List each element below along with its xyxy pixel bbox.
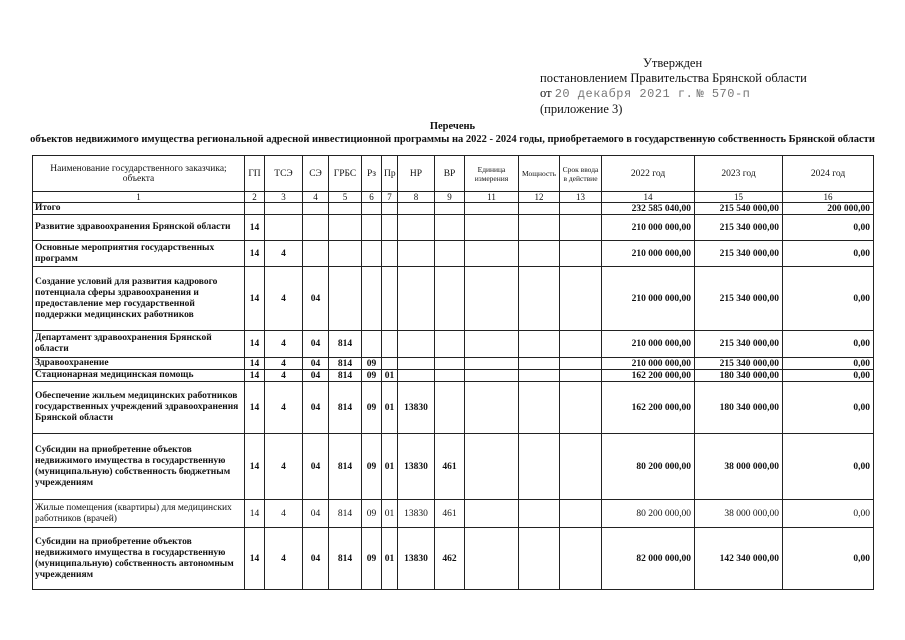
cell-pr: 01 <box>382 500 398 528</box>
column-number-row <box>33 192 874 203</box>
cell-vr <box>435 203 465 215</box>
row-name: Департамент здравоохранения Брянской области <box>33 331 245 358</box>
document-title <box>0 120 905 146</box>
cell-tse: 4 <box>265 267 303 331</box>
cell-grbs: 814 <box>329 434 362 500</box>
approval-date-prefix: от <box>540 86 552 100</box>
cell-vr <box>435 358 465 370</box>
cell-vr <box>435 267 465 331</box>
cell-pr: 01 <box>382 528 398 590</box>
cell-pr <box>382 331 398 358</box>
cell-se: 04 <box>303 370 329 382</box>
cell-unit <box>465 358 519 370</box>
cell-2022: 210 000 000,00 <box>602 267 695 331</box>
cell-np <box>398 370 435 382</box>
header-2022: 2022 год <box>602 156 695 192</box>
cell-2022: 210 000 000,00 <box>602 215 695 241</box>
row-name: Итого <box>33 203 245 215</box>
table-row <box>33 215 874 241</box>
cell-term <box>560 331 602 358</box>
cell-gp <box>245 203 265 215</box>
cell-2024: 0,00 <box>783 241 874 267</box>
cell-2024: 200 000,00 <box>783 203 874 215</box>
cell-se: 04 <box>303 382 329 434</box>
cell-2024: 0,00 <box>783 358 874 370</box>
cell-2023: 142 340 000,00 <box>695 528 783 590</box>
cell-vr: 461 <box>435 500 465 528</box>
cell-term <box>560 500 602 528</box>
cell-rz <box>362 215 382 241</box>
cell-vr: 462 <box>435 528 465 590</box>
cell-grbs: 814 <box>329 382 362 434</box>
cell-np <box>398 331 435 358</box>
cell-vr <box>435 215 465 241</box>
cell-term <box>560 267 602 331</box>
column-number: 13 <box>560 192 602 203</box>
cell-grbs <box>329 241 362 267</box>
title-line-1: Перечень <box>429 121 476 132</box>
cell-rz <box>362 203 382 215</box>
table-row <box>33 434 874 500</box>
cell-2022: 82 000 000,00 <box>602 528 695 590</box>
cell-2022: 232 585 040,00 <box>602 203 695 215</box>
row-name: Субсидии на приобретение объектов недвижимого имущества в государственную (муниципальную) собственность бюджетным учреждениям <box>33 434 245 500</box>
cell-pr: 01 <box>382 370 398 382</box>
cell-se: 04 <box>303 528 329 590</box>
cell-tse: 4 <box>265 528 303 590</box>
cell-np <box>398 215 435 241</box>
cell-power <box>519 382 560 434</box>
cell-power <box>519 528 560 590</box>
table-row <box>33 241 874 267</box>
cell-tse: 4 <box>265 358 303 370</box>
cell-power <box>519 241 560 267</box>
cell-tse <box>265 215 303 241</box>
column-number: 5 <box>329 192 362 203</box>
cell-np <box>398 358 435 370</box>
column-number: 8 <box>398 192 435 203</box>
cell-pr <box>382 203 398 215</box>
cell-2024: 0,00 <box>783 215 874 241</box>
table-row <box>33 331 874 358</box>
title-line-2: объектов недвижимого имущества региональной адресной инвестиционной программы на 2022 - 2024 годы, приобретаемого в государственную собственность Брянской области <box>30 134 875 145</box>
header-2023: 2023 год <box>695 156 783 192</box>
row-name: Жилые помещения (квартиры) для медицинских работников (врачей) <box>33 500 245 528</box>
row-name: Развитие здравоохранения Брянской области <box>33 215 245 241</box>
cell-gp: 14 <box>245 241 265 267</box>
cell-np: 13830 <box>398 382 435 434</box>
cell-se <box>303 203 329 215</box>
cell-power <box>519 370 560 382</box>
cell-tse: 4 <box>265 434 303 500</box>
cell-pr <box>382 358 398 370</box>
cell-2024: 0,00 <box>783 331 874 358</box>
cell-power <box>519 203 560 215</box>
cell-2022: 80 200 000,00 <box>602 434 695 500</box>
header-se: СЭ <box>303 156 329 192</box>
cell-pr <box>382 241 398 267</box>
cell-2022: 162 200 000,00 <box>602 382 695 434</box>
cell-power <box>519 434 560 500</box>
header-power: Мощность <box>519 156 560 192</box>
cell-vr <box>435 331 465 358</box>
cell-unit <box>465 528 519 590</box>
cell-term <box>560 215 602 241</box>
approval-number: № 570-п <box>696 87 751 101</box>
cell-2024: 0,00 <box>783 370 874 382</box>
cell-se <box>303 241 329 267</box>
column-number: 14 <box>602 192 695 203</box>
row-name: Стационарная медицинская помощь <box>33 370 245 382</box>
cell-rz <box>362 241 382 267</box>
cell-rz: 09 <box>362 382 382 434</box>
approval-appendix: (приложение 3) <box>540 102 623 116</box>
column-number: 3 <box>265 192 303 203</box>
cell-unit <box>465 215 519 241</box>
cell-2023: 215 340 000,00 <box>695 267 783 331</box>
header-unit: Единица измерения <box>465 156 519 192</box>
table-row <box>33 382 874 434</box>
table-row <box>33 500 874 528</box>
cell-2023: 215 540 000,00 <box>695 203 783 215</box>
cell-power <box>519 500 560 528</box>
cell-rz: 09 <box>362 370 382 382</box>
cell-vr <box>435 382 465 434</box>
header-gp: ГП <box>245 156 265 192</box>
column-number: 11 <box>465 192 519 203</box>
cell-tse: 4 <box>265 382 303 434</box>
header-np: НР <box>398 156 435 192</box>
cell-rz <box>362 267 382 331</box>
cell-se <box>303 215 329 241</box>
approval-date-line <box>540 86 807 102</box>
cell-np: 13830 <box>398 434 435 500</box>
cell-2022: 210 000 000,00 <box>602 358 695 370</box>
cell-2023: 215 340 000,00 <box>695 241 783 267</box>
cell-se: 04 <box>303 500 329 528</box>
column-number: 15 <box>695 192 783 203</box>
table-row <box>33 203 874 215</box>
cell-power <box>519 331 560 358</box>
cell-term <box>560 358 602 370</box>
header-name: Наименование государственного заказчика; объекта <box>33 156 245 192</box>
cell-2023: 180 340 000,00 <box>695 382 783 434</box>
cell-gp: 14 <box>245 370 265 382</box>
cell-term <box>560 382 602 434</box>
cell-pr: 01 <box>382 382 398 434</box>
header-pr: Пр <box>382 156 398 192</box>
header-grbs: ГРБС <box>329 156 362 192</box>
cell-2023: 215 340 000,00 <box>695 358 783 370</box>
cell-tse: 4 <box>265 331 303 358</box>
cell-vr <box>435 241 465 267</box>
cell-gp: 14 <box>245 358 265 370</box>
cell-np <box>398 267 435 331</box>
cell-term <box>560 203 602 215</box>
cell-2024: 0,00 <box>783 528 874 590</box>
cell-tse <box>265 203 303 215</box>
cell-vr <box>435 370 465 382</box>
column-number: 12 <box>519 192 560 203</box>
cell-unit <box>465 382 519 434</box>
column-number: 1 <box>33 192 245 203</box>
cell-2022: 162 200 000,00 <box>602 370 695 382</box>
cell-se: 04 <box>303 434 329 500</box>
investment-program-table <box>32 155 874 590</box>
header-term: Срок ввода в действие <box>560 156 602 192</box>
header-rz: Рз <box>362 156 382 192</box>
cell-grbs: 814 <box>329 358 362 370</box>
cell-2022: 210 000 000,00 <box>602 331 695 358</box>
cell-2022: 210 000 000,00 <box>602 241 695 267</box>
column-number: 16 <box>783 192 874 203</box>
cell-grbs: 814 <box>329 331 362 358</box>
table-header-row <box>33 156 874 192</box>
cell-np <box>398 203 435 215</box>
cell-unit <box>465 434 519 500</box>
cell-power <box>519 358 560 370</box>
approval-title: Утвержден <box>643 56 703 70</box>
table-row <box>33 370 874 382</box>
cell-np: 13830 <box>398 500 435 528</box>
cell-np <box>398 241 435 267</box>
cell-se: 04 <box>303 267 329 331</box>
cell-2023: 180 340 000,00 <box>695 370 783 382</box>
table-row <box>33 358 874 370</box>
cell-grbs <box>329 267 362 331</box>
cell-term <box>560 241 602 267</box>
cell-rz: 09 <box>362 358 382 370</box>
cell-gp: 14 <box>245 528 265 590</box>
cell-rz <box>362 331 382 358</box>
cell-se: 04 <box>303 331 329 358</box>
cell-2024: 0,00 <box>783 267 874 331</box>
cell-grbs: 814 <box>329 370 362 382</box>
cell-power <box>519 215 560 241</box>
cell-gp: 14 <box>245 500 265 528</box>
row-name: Субсидии на приобретение объектов недвижимого имущества в государственную (муниципальную) собственность автономным учреждениям <box>33 528 245 590</box>
cell-grbs <box>329 215 362 241</box>
header-vr: ВР <box>435 156 465 192</box>
cell-2024: 0,00 <box>783 382 874 434</box>
row-name: Здравоохранение <box>33 358 245 370</box>
approval-date: 20 декабря 2021 г. <box>554 87 694 101</box>
cell-tse: 4 <box>265 370 303 382</box>
approval-block <box>540 56 807 117</box>
approval-decree: постановлением Правительства Брянской области <box>540 71 807 85</box>
cell-grbs: 814 <box>329 500 362 528</box>
cell-gp: 14 <box>245 267 265 331</box>
cell-tse: 4 <box>265 241 303 267</box>
table-row <box>33 528 874 590</box>
cell-unit <box>465 500 519 528</box>
column-number: 9 <box>435 192 465 203</box>
cell-rz: 09 <box>362 434 382 500</box>
cell-gp: 14 <box>245 382 265 434</box>
row-name: Создание условий для развития кадрового потенциала сферы здравоохранения и предоставление мер государственной поддержки медицинских работников <box>33 267 245 331</box>
cell-unit <box>465 241 519 267</box>
row-name: Обеспечение жильем медицинских работников государственных учреждений здравоохранения Брянской области <box>33 382 245 434</box>
header-tse: ТСЭ <box>265 156 303 192</box>
cell-pr <box>382 215 398 241</box>
cell-np: 13830 <box>398 528 435 590</box>
cell-gp: 14 <box>245 434 265 500</box>
cell-gp: 14 <box>245 331 265 358</box>
cell-2023: 38 000 000,00 <box>695 500 783 528</box>
cell-pr: 01 <box>382 434 398 500</box>
cell-rz: 09 <box>362 500 382 528</box>
cell-pr <box>382 267 398 331</box>
cell-term <box>560 370 602 382</box>
cell-power <box>519 267 560 331</box>
column-number: 7 <box>382 192 398 203</box>
column-number: 4 <box>303 192 329 203</box>
cell-term <box>560 528 602 590</box>
row-name: Основные мероприятия государственных программ <box>33 241 245 267</box>
cell-grbs <box>329 203 362 215</box>
cell-unit <box>465 370 519 382</box>
cell-tse: 4 <box>265 500 303 528</box>
cell-gp: 14 <box>245 215 265 241</box>
cell-2023: 215 340 000,00 <box>695 331 783 358</box>
cell-2024: 0,00 <box>783 434 874 500</box>
cell-term <box>560 434 602 500</box>
cell-grbs: 814 <box>329 528 362 590</box>
cell-unit <box>465 267 519 331</box>
cell-se: 04 <box>303 358 329 370</box>
cell-rz: 09 <box>362 528 382 590</box>
table-row <box>33 267 874 331</box>
cell-2022: 80 200 000,00 <box>602 500 695 528</box>
cell-vr: 461 <box>435 434 465 500</box>
header-2024: 2024 год <box>783 156 874 192</box>
cell-2024: 0,00 <box>783 500 874 528</box>
cell-2023: 215 340 000,00 <box>695 215 783 241</box>
cell-unit <box>465 203 519 215</box>
cell-2023: 38 000 000,00 <box>695 434 783 500</box>
column-number: 2 <box>245 192 265 203</box>
cell-unit <box>465 331 519 358</box>
column-number: 6 <box>362 192 382 203</box>
